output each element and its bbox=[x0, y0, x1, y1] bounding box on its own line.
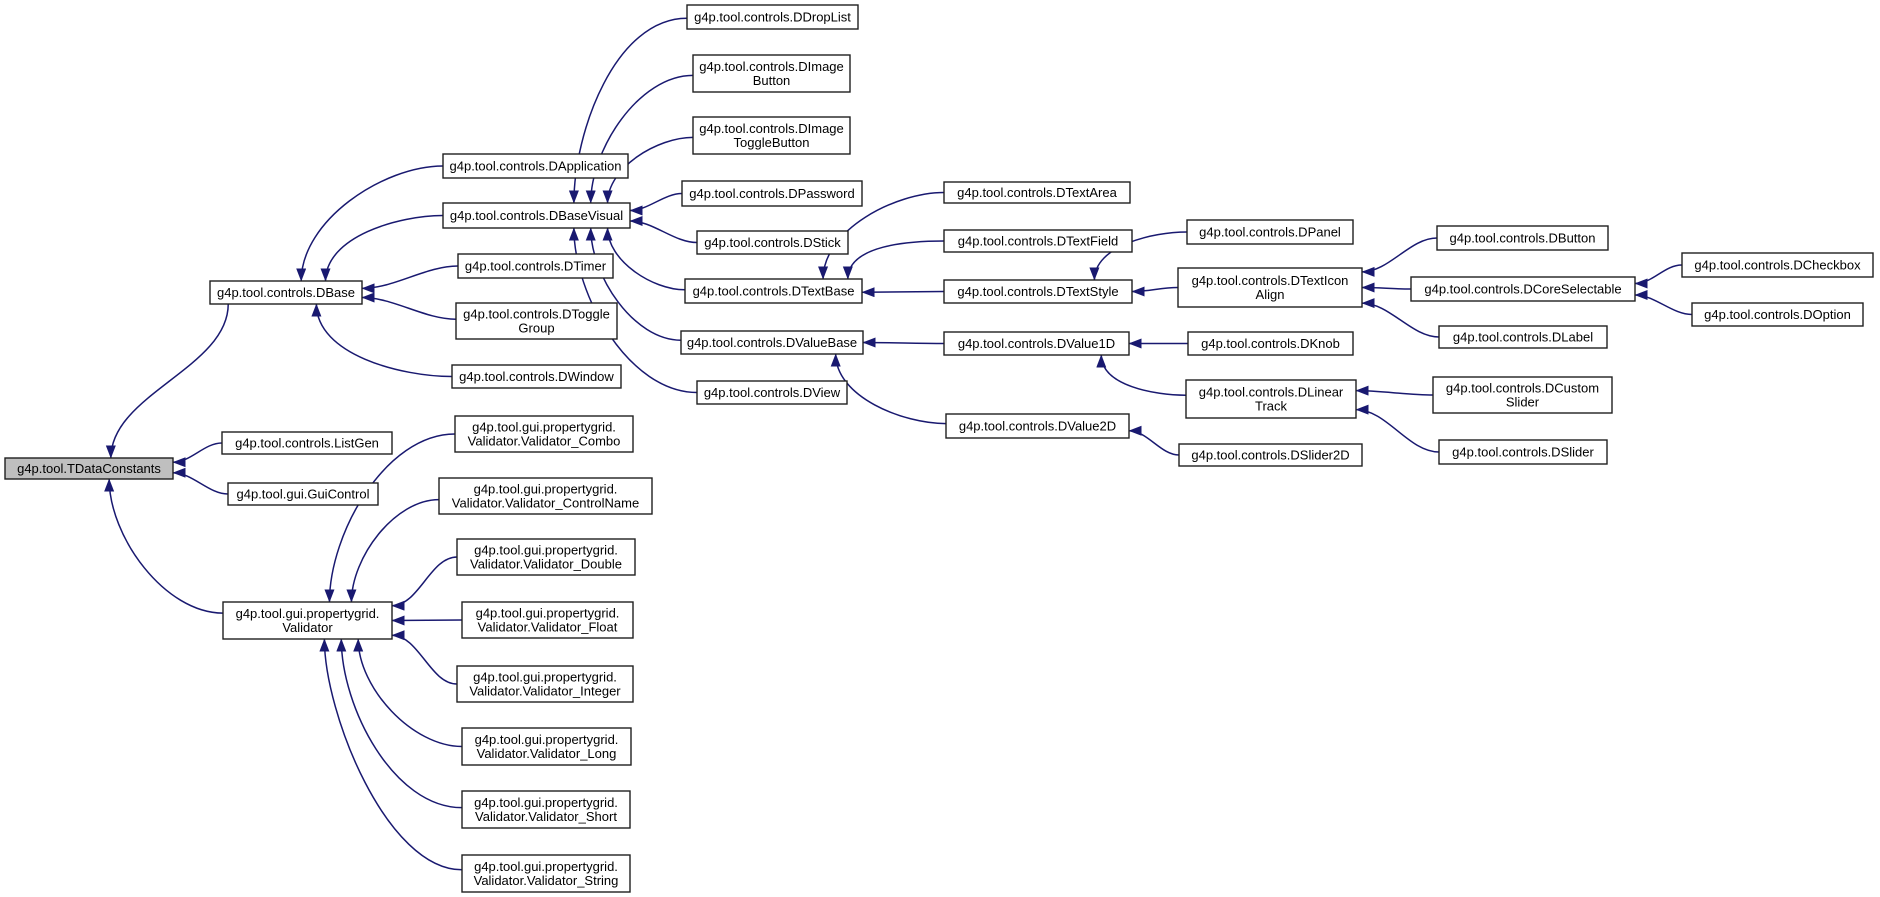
class-node-label: g4p.tool.gui.propertygrid. Validator.Validator_Float bbox=[475, 605, 620, 635]
class-node-dvaluebase[interactable] bbox=[681, 331, 863, 354]
class-node-label: g4p.tool.controls.DToggle Group bbox=[463, 306, 610, 336]
class-node-dlabel[interactable] bbox=[1439, 326, 1607, 348]
inheritance-edge-dpassword-to-dbasevisual bbox=[630, 194, 682, 211]
inheritance-edge-vcombo-to-validator bbox=[329, 434, 455, 602]
class-node-label: g4p.tool.controls.DCustom Slider bbox=[1445, 380, 1600, 410]
class-node-label: g4p.tool.controls.DImage ToggleButton bbox=[699, 121, 844, 150]
inheritance-edge-dslider-to-dlineartrack bbox=[1356, 410, 1439, 452]
class-node-label: g4p.tool.controls.DTextIcon Align bbox=[1191, 273, 1349, 302]
class-node-dvalue1d[interactable] bbox=[944, 332, 1129, 355]
class-node-listgen[interactable] bbox=[222, 432, 392, 454]
inheritance-edge-doption-to-dcoreselectable bbox=[1635, 295, 1692, 315]
inheritance-edge-dlineartrack-to-dvalue1d bbox=[1101, 355, 1186, 395]
inheritance-edge-dtextfield-to-dtextbase bbox=[848, 241, 944, 279]
class-node-dslider2d[interactable] bbox=[1179, 444, 1362, 466]
class-node-dimagebutton[interactable] bbox=[693, 55, 850, 92]
class-node-dtextbase[interactable] bbox=[685, 279, 862, 303]
class-node-label: g4p.tool.controls.DLinear Track bbox=[1198, 384, 1344, 414]
class-node-label: g4p.tool.controls.DView bbox=[703, 385, 841, 400]
class-node-dbase[interactable] bbox=[210, 281, 362, 304]
class-node-label: g4p.tool.controls.DTextBase bbox=[692, 283, 855, 299]
class-node-dview[interactable] bbox=[697, 381, 847, 404]
class-node-dtimer[interactable] bbox=[458, 254, 613, 278]
class-node-tdataconstants[interactable] bbox=[5, 458, 173, 479]
class-node-label: g4p.tool.gui.propertygrid. Validator.Validator_Short bbox=[474, 795, 618, 824]
class-node-label: g4p.tool.controls.DCoreSelectable bbox=[1424, 281, 1622, 297]
inheritance-edge-dvalue2d-to-dvaluebase bbox=[836, 354, 946, 424]
class-node-dcheckbox[interactable] bbox=[1682, 253, 1873, 277]
inheritance-edge-dstick-to-dbasevisual bbox=[630, 221, 697, 243]
class-node-vlong[interactable] bbox=[462, 728, 631, 765]
inheritance-edge-dcoreselectable-to-dtexticonalign bbox=[1362, 288, 1411, 290]
class-node-label: g4p.tool.controls.DStick bbox=[704, 235, 841, 250]
inheritance-edge-vinteger-to-validator bbox=[392, 635, 457, 684]
class-node-ddroplist[interactable] bbox=[687, 5, 858, 29]
class-node-label: g4p.tool.gui.propertygrid. Validator.Validator_Combo bbox=[467, 419, 621, 449]
class-node-label: g4p.tool.controls.DTextArea bbox=[957, 185, 1117, 200]
class-node-label: g4p.tool.controls.DBaseVisual bbox=[449, 208, 624, 223]
class-node-label: g4p.tool.controls.DPassword bbox=[689, 186, 855, 201]
class-node-label: g4p.tool.gui.propertygrid. Validator.Validator_Double bbox=[469, 542, 623, 572]
class-node-dslider[interactable] bbox=[1439, 440, 1607, 464]
class-node-dtexticonalign[interactable] bbox=[1178, 268, 1362, 307]
inheritance-edge-dapplication-to-dbase bbox=[301, 166, 443, 281]
inheritance-edge-dbasevisual-to-dbase bbox=[326, 216, 443, 282]
class-node-dvalue2d[interactable] bbox=[946, 414, 1129, 438]
class-node-label: g4p.tool.gui.propertygrid. Validator.Validator_Long bbox=[474, 732, 619, 761]
class-node-label: g4p.tool.TDataConstants bbox=[17, 461, 161, 476]
class-node-label: g4p.tool.controls.DTextField bbox=[957, 233, 1119, 249]
inheritance-edge-dslider2d-to-dvalue2d bbox=[1129, 431, 1179, 455]
class-node-dcoreselectable[interactable] bbox=[1411, 277, 1635, 301]
class-node-dtextstyle[interactable] bbox=[944, 280, 1132, 303]
inheritance-edge-dtogglegroup-to-dbase bbox=[362, 298, 456, 320]
class-node-doption[interactable] bbox=[1692, 303, 1863, 326]
class-node-dapplication[interactable] bbox=[443, 154, 628, 178]
class-node-dpanel[interactable] bbox=[1187, 220, 1353, 244]
inheritance-edge-vfloat-to-validator bbox=[392, 620, 462, 621]
class-node-label: g4p.tool.controls.DButton bbox=[1449, 230, 1596, 246]
class-node-label: g4p.tool.controls.DImage Button bbox=[699, 59, 844, 88]
class-node-label: g4p.tool.controls.DLabel bbox=[1452, 329, 1594, 345]
class-node-label: g4p.tool.controls.DValue2D bbox=[958, 418, 1117, 434]
inheritance-edge-dtimer-to-dbase bbox=[362, 266, 458, 288]
node-layer bbox=[5, 5, 1873, 892]
class-node-guicontrol[interactable] bbox=[228, 483, 378, 505]
inheritance-edge-listgen-to-tdataconstants bbox=[173, 443, 222, 462]
class-node-dpassword[interactable] bbox=[682, 181, 862, 206]
class-node-label: g4p.tool.controls.DValue1D bbox=[957, 336, 1116, 351]
inheritance-edge-dvalue1d-to-dvaluebase bbox=[863, 343, 944, 344]
inheritance-edge-dbutton-to-dtexticonalign bbox=[1362, 238, 1437, 272]
class-node-label: g4p.tool.controls.DTextStyle bbox=[957, 284, 1119, 299]
inheritance-edge-dtextstyle-to-dtextbase bbox=[862, 292, 944, 293]
class-node-dtextarea[interactable] bbox=[944, 182, 1130, 203]
class-node-dknob[interactable] bbox=[1188, 332, 1353, 355]
class-node-label: g4p.tool.controls.DPanel bbox=[1199, 224, 1341, 240]
inheritance-edge-validator-to-tdataconstants bbox=[109, 479, 223, 613]
class-node-label: g4p.tool.gui.propertygrid. Validator.Validator_ControlName bbox=[451, 481, 640, 511]
inheritance-edge-dcheckbox-to-dcoreselectable bbox=[1635, 265, 1682, 283]
class-node-validator[interactable] bbox=[223, 602, 392, 639]
inheritance-edge-vshort-to-validator bbox=[341, 639, 462, 808]
class-node-label: g4p.tool.controls.DApplication bbox=[449, 158, 622, 174]
class-node-dtextfield[interactable] bbox=[944, 230, 1132, 252]
class-node-label: g4p.tool.gui.propertygrid. Validator.Validator_Integer bbox=[469, 669, 621, 699]
inheritance-edge-dcustomslider-to-dlineartrack bbox=[1356, 391, 1433, 395]
inheritance-edge-dtexticonalign-to-dtextstyle bbox=[1132, 288, 1178, 292]
class-node-label: g4p.tool.gui.propertygrid. Validator bbox=[235, 606, 380, 635]
class-node-label: g4p.tool.controls.ListGen bbox=[235, 435, 379, 451]
class-node-dcustomslider[interactable] bbox=[1433, 377, 1612, 413]
inheritance-edge-guicontrol-to-tdataconstants bbox=[173, 473, 228, 494]
inheritance-edge-dtextbase-to-dbasevisual bbox=[608, 228, 685, 290]
class-node-vdouble[interactable] bbox=[457, 539, 635, 575]
class-node-dbasevisual[interactable] bbox=[443, 203, 630, 228]
class-node-label: g4p.tool.controls.DTimer bbox=[464, 258, 607, 274]
class-node-dwindow[interactable] bbox=[452, 365, 621, 388]
inheritance-edge-vcontrolname-to-validator bbox=[351, 500, 439, 602]
class-node-dlineartrack[interactable] bbox=[1186, 380, 1356, 418]
class-node-label: g4p.tool.controls.DSlider2D bbox=[1191, 447, 1350, 463]
class-node-label: g4p.tool.gui.propertygrid. Validator.Validator_String bbox=[473, 859, 619, 888]
class-node-dimagetogglebutton[interactable] bbox=[693, 117, 850, 154]
class-node-label: g4p.tool.controls.DKnob bbox=[1201, 336, 1340, 351]
class-node-vcombo[interactable] bbox=[455, 416, 633, 452]
class-node-label: g4p.tool.controls.DBase bbox=[216, 285, 356, 300]
class-node-label: g4p.tool.controls.DValueBase bbox=[686, 335, 858, 350]
class-node-vinteger[interactable] bbox=[457, 666, 633, 702]
inheritance-edge-dlabel-to-dtexticonalign bbox=[1362, 303, 1439, 337]
class-node-label: g4p.tool.controls.DWindow bbox=[459, 369, 614, 384]
class-node-vstring[interactable] bbox=[462, 855, 630, 892]
class-node-dstick[interactable] bbox=[697, 231, 848, 254]
class-node-dbutton[interactable] bbox=[1437, 226, 1608, 250]
inheritance-edge-vdouble-to-validator bbox=[392, 557, 457, 606]
class-node-label: g4p.tool.controls.DOption bbox=[1704, 307, 1851, 322]
inheritance-edge-vlong-to-validator bbox=[358, 639, 462, 747]
class-node-vcontrolname[interactable] bbox=[439, 478, 652, 514]
class-node-dtogglegroup[interactable] bbox=[456, 303, 617, 339]
class-node-label: g4p.tool.gui.GuiControl bbox=[236, 486, 370, 502]
class-node-vfloat[interactable] bbox=[462, 602, 633, 638]
class-node-vshort[interactable] bbox=[462, 791, 630, 828]
class-node-label: g4p.tool.controls.DDropList bbox=[694, 9, 851, 25]
inheritance-edge-dbase-to-tdataconstants bbox=[111, 304, 228, 458]
class-node-label: g4p.tool.controls.DSlider bbox=[1452, 444, 1594, 460]
class-node-label: g4p.tool.controls.DCheckbox bbox=[1694, 257, 1861, 273]
